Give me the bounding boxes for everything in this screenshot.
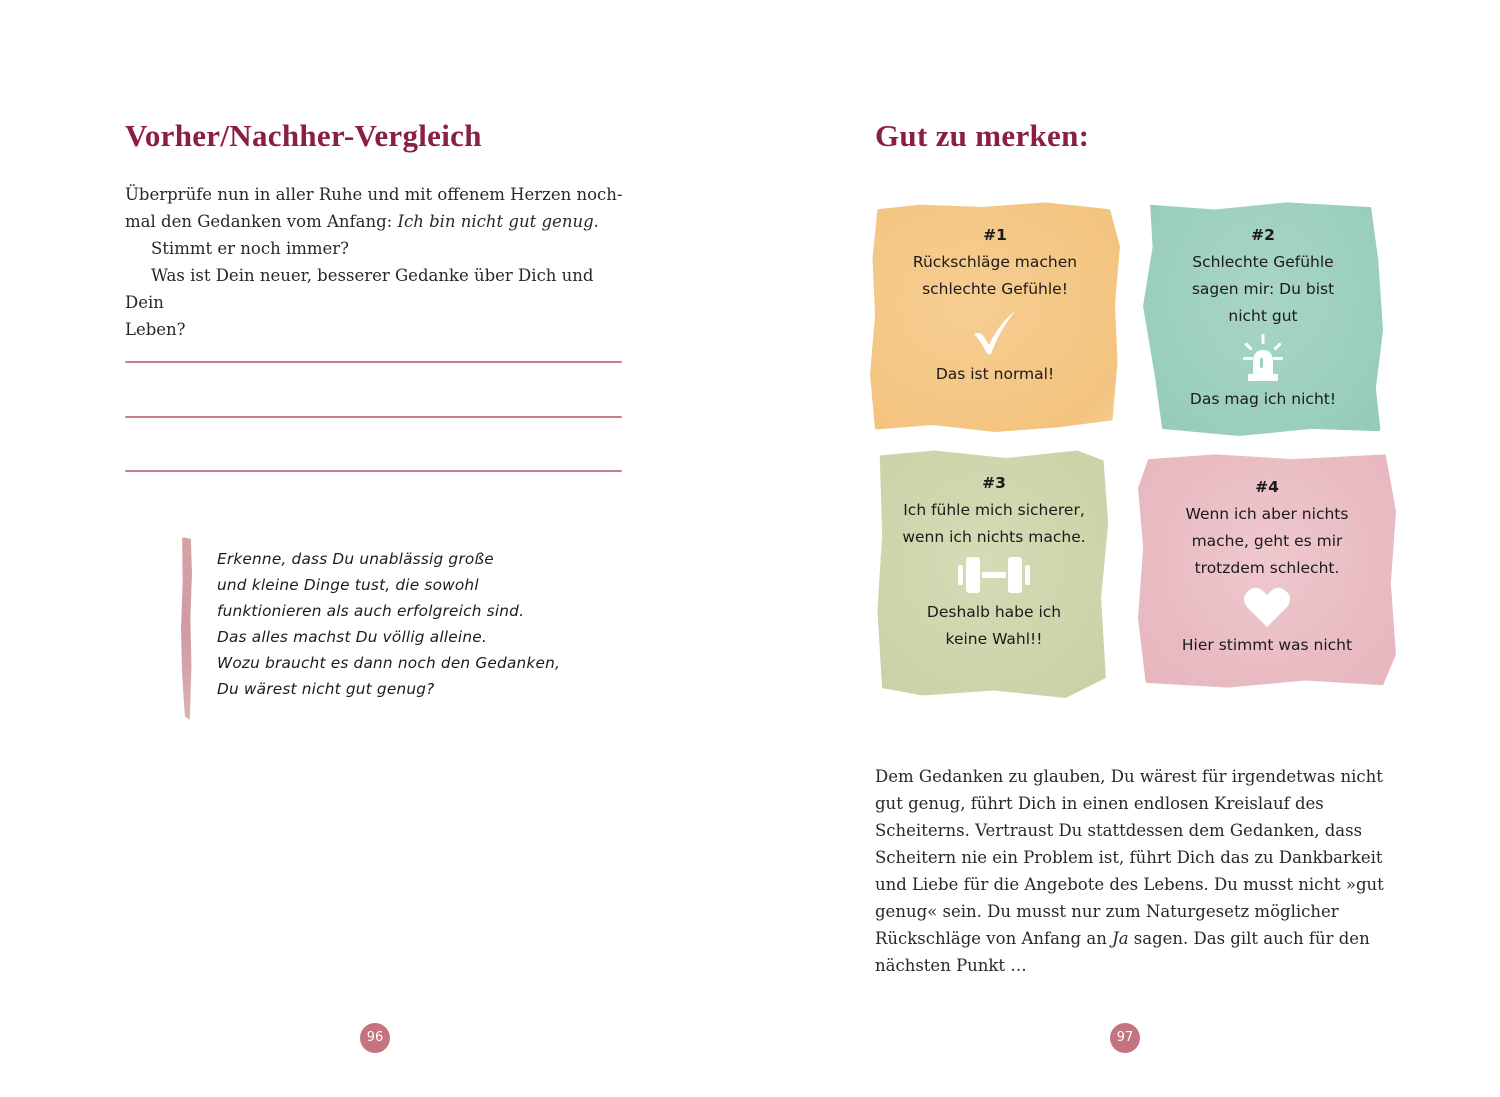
page-number-badge: 96 <box>360 1023 390 1053</box>
tile-line: nicht gut <box>1228 307 1298 325</box>
body-line: gut genug, führt Dich in einen endlosen Kreislauf des <box>875 794 1324 813</box>
tile-number: #4 <box>1255 478 1279 496</box>
tile-line: mache, geht es mir <box>1191 532 1343 550</box>
tile-conclusion: Das mag ich nicht! <box>1189 390 1337 408</box>
tip-tile-4 <box>1138 452 1396 690</box>
quote-line: Du wärest nicht gut genug? <box>217 680 435 698</box>
quote-line: funktionieren als auch erfolgreich sind. <box>217 602 525 620</box>
tile-line: trotzdem schlecht. <box>1194 559 1340 577</box>
body-line: Scheitern nie ein Problem ist, führt Dich das zu Dankbarkeit <box>875 848 1383 867</box>
question-2: Was ist Dein neuer, besserer Gedanke über Dich und Dein <box>125 266 594 312</box>
intro-line <box>125 208 635 235</box>
quote-line: Das alles machst Du völlig alleine. <box>217 628 487 646</box>
tile-line: Schlechte Gefühle <box>1192 253 1334 271</box>
checkmark-icon <box>970 307 1020 357</box>
tile-line: Ich fühle mich sicherer, <box>903 501 1085 519</box>
answer-line-1[interactable] <box>125 361 622 363</box>
body-text-fragment: Rückschläge von Anfang an <box>875 929 1113 948</box>
body-line <box>875 925 1395 952</box>
heart-icon <box>1243 586 1291 628</box>
intro-line: Überprüfe nun in aller Ruhe und mit offenem Herzen noch- <box>125 185 623 204</box>
page-heading: Gut zu merken: <box>875 118 1090 153</box>
dumbbell-icon <box>958 555 1030 595</box>
tile-line: schlechte Gefühle! <box>922 280 1068 298</box>
intro-plain: mal den Gedanken vom Anfang: <box>125 212 398 231</box>
answer-line-2[interactable] <box>125 416 622 418</box>
tip-tile-2 <box>1143 200 1383 436</box>
alarm-light-icon <box>1235 334 1291 382</box>
tile-conclusion: keine Wahl!! <box>945 630 1043 648</box>
body-paragraph <box>875 763 1395 979</box>
body-line: Dem Gedanken zu glauben, Du wärest für irgendetwas nicht <box>875 767 1383 786</box>
quote-line: Wozu braucht es dann noch den Gedanken, <box>217 654 561 672</box>
page-number-badge: 97 <box>1110 1023 1140 1053</box>
tile-conclusion: Hier stimmt was nicht <box>1181 636 1353 654</box>
intro-text <box>125 181 635 343</box>
question-2-cont: Leben? <box>125 320 186 339</box>
body-line: und Liebe für die Angebote des Lebens. Du musst nicht »gut <box>875 875 1384 894</box>
quote-line: und kleine Dinge tust, die sowohl <box>217 576 479 594</box>
tip-tile-1 <box>870 200 1120 432</box>
tile-line: wenn ich nichts mache. <box>902 528 1086 546</box>
body-line: genug« sein. Du musst nur zum Naturgesetz möglicher <box>875 902 1339 921</box>
tile-conclusion: Deshalb habe ich <box>926 603 1062 621</box>
tile-number: #1 <box>983 226 1007 244</box>
tile-number: #3 <box>982 474 1006 492</box>
tile-line: sagen mir: Du bist <box>1191 280 1335 298</box>
quote-brush-bar <box>181 537 192 720</box>
intro-italic-thought: Ich bin nicht gut genug. <box>397 212 599 231</box>
quote-line: Erkenne, dass Du unablässig große <box>217 550 494 568</box>
tile-conclusion: Das ist normal! <box>935 365 1055 383</box>
quote-block <box>217 546 637 702</box>
body-italic-ja: Ja <box>1112 929 1129 948</box>
tile-line: Wenn ich aber nichts <box>1185 505 1349 523</box>
tile-line: Rückschläge machen <box>912 253 1078 271</box>
page-heading: Vorher/Nachher-Vergleich <box>125 118 482 153</box>
body-line: nächsten Punkt … <box>875 956 1027 975</box>
tile-number: #2 <box>1251 226 1275 244</box>
tip-tile-3 <box>875 448 1113 698</box>
answer-line-3[interactable] <box>125 470 622 472</box>
body-text-fragment: sagen. Das gilt auch für den <box>1128 929 1370 948</box>
body-line: Scheiterns. Vertraust Du stattdessen dem Gedanken, dass <box>875 821 1363 840</box>
question-1: Stimmt er noch immer? <box>151 239 350 258</box>
right-page <box>750 0 1500 1097</box>
